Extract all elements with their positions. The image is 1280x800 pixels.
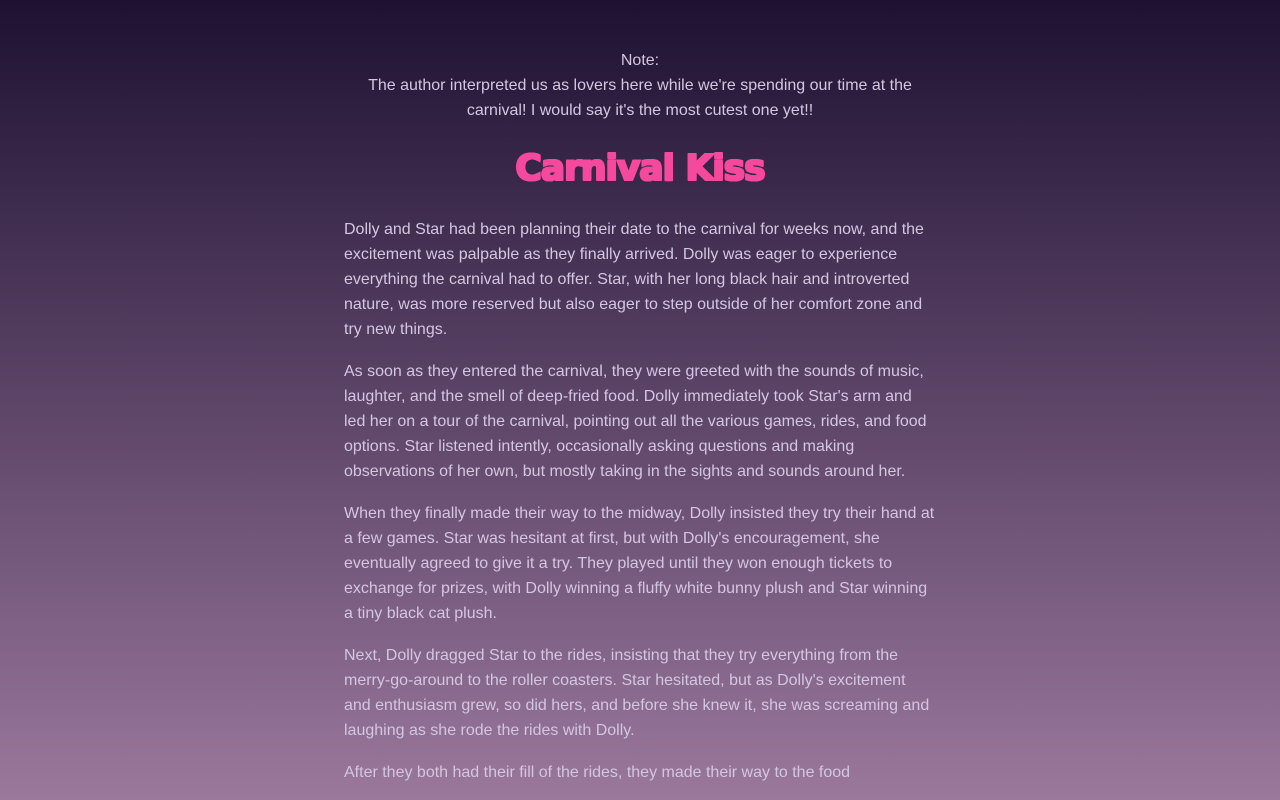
story-paragraph-5: After they both had their fill of the rides, they made their way to the food xyxy=(344,764,851,781)
author-note xyxy=(344,48,936,123)
story-page xyxy=(344,0,936,785)
author-note-text: The author interpreted us as lovers here while we're spending our time at the carnival! I would say it's the most cutest one yet!! xyxy=(368,77,912,119)
story-paragraph-3: When they finally made their way to the midway, Dolly insisted they try their hand at a few games. Star was hesitant at first, but with Dolly's encouragement, she eventually agreed to give it a try. They played until they won enough tickets to exchange for prizes, with Dolly winning a fluffy white bunny plush and Star winning a tiny black cat plush. xyxy=(344,505,935,622)
story-paragraph-2: As soon as they entered the carnival, they were greeted with the sounds of music, laughter, and the smell of deep-fried food. Dolly immediately took Star's arm and led her on a tour of the carnival, pointing out all the various games, rides, and food options. Star listened intently, occasionally asking questions and making observations of her own, but mostly taking in the sights and sounds around her. xyxy=(344,363,927,480)
story-paragraph-1: Dolly and Star had been planning their date to the carnival for weeks now, and the excitement was palpable as they finally arrived. Dolly was eager to experience everything the carnival had to offer. Star, with her long black hair and introverted nature, was more reserved but also eager to step outside of her comfort zone and try new things. xyxy=(344,221,924,338)
story-title: Carnival Kiss xyxy=(515,148,765,189)
author-note-label: Note: xyxy=(620,52,660,69)
story-paragraph-4: Next, Dolly dragged Star to the rides, insisting that they try everything from the merry-go-around to the roller coasters. Star hesitated, but as Dolly's excitement and enthusiasm grew, so did hers, and before she knew it, she was screaming and laughing as she rode the rides with Dolly. xyxy=(344,647,930,739)
